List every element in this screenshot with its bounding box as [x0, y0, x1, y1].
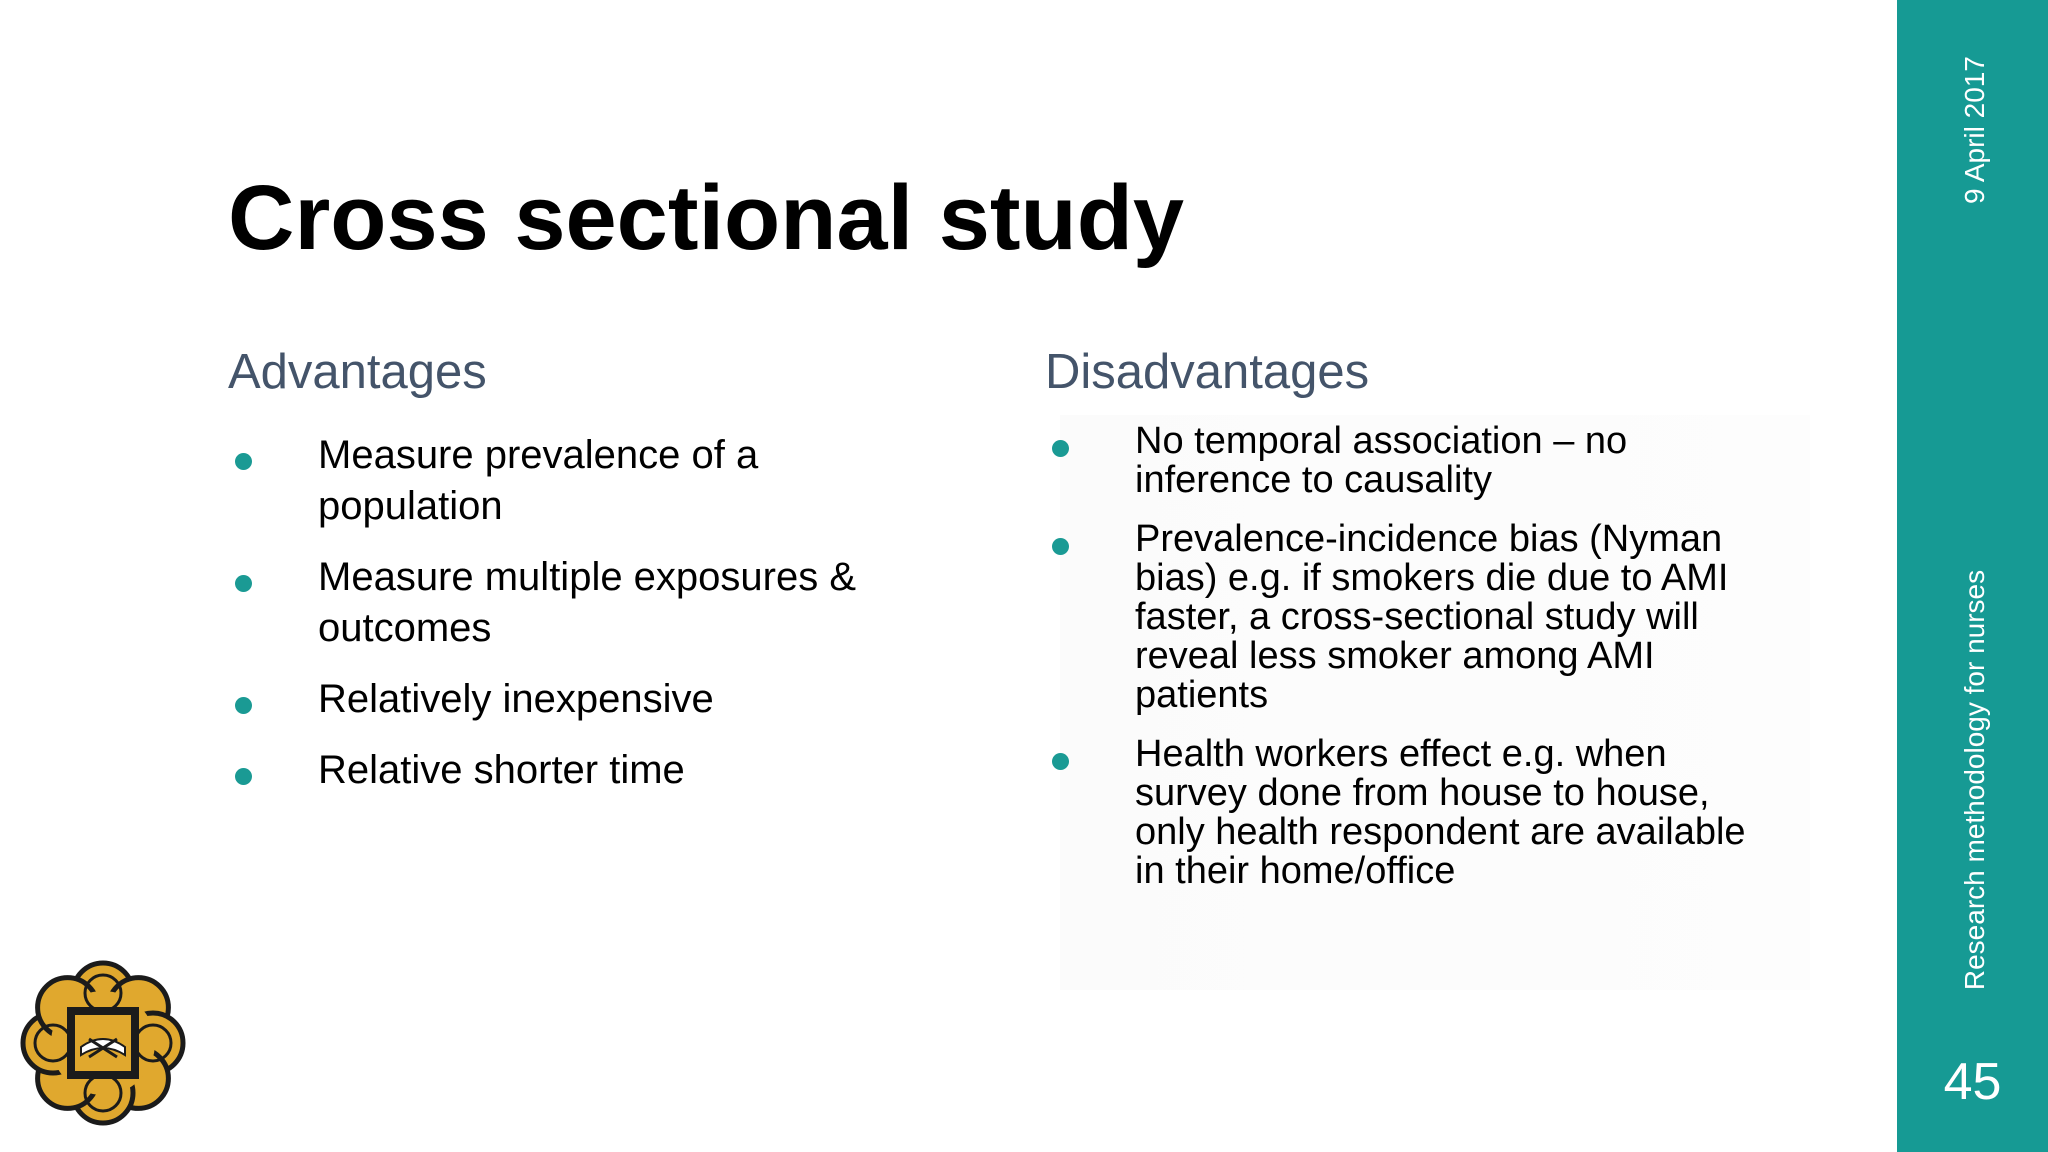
slide-title: Cross sectional study [228, 167, 1185, 269]
advantages-list [228, 430, 928, 816]
advantage-item [228, 745, 928, 796]
course-name: Research methodology for nurses [1959, 569, 1990, 991]
disadvantage-text: Health workers effect e.g. when survey done from house to house, only health respondent are available in their home/office [1135, 733, 1746, 892]
slide-date: 9 April 2017 [1959, 56, 1990, 204]
advantage-item [228, 430, 928, 532]
advantage-item [228, 552, 928, 654]
disadvantages-heading: Disadvantages [1045, 345, 1370, 399]
bullet-dot-icon [1052, 753, 1069, 770]
disadvantages-list [1045, 422, 1785, 911]
bullet-dot-icon [1052, 538, 1069, 555]
advantage-text: Measure multiple exposures & outcomes [318, 555, 857, 650]
bullet-dot-icon [235, 697, 252, 714]
slide-number: 45 [1943, 1053, 2002, 1111]
university-crest-icon [18, 958, 188, 1128]
advantage-text: Relative shorter time [318, 748, 685, 792]
disadvantage-item [1045, 520, 1785, 715]
advantage-text: Measure prevalence of a population [318, 433, 759, 528]
advantage-text: Relatively inexpensive [318, 677, 714, 721]
bullet-dot-icon [235, 768, 252, 785]
advantages-heading: Advantages [228, 345, 487, 399]
disadvantage-text: No temporal association – no inference to causality [1135, 420, 1628, 501]
bullet-dot-icon [235, 453, 252, 470]
disadvantage-text: Prevalence-incidence bias (Nyman bias) e.g. if smokers die due to AMI faster, a cross-sectional study will reveal less smoker among AMI patients [1135, 518, 1729, 716]
disadvantage-item [1045, 735, 1785, 891]
disadvantage-item [1045, 422, 1785, 500]
bullet-dot-icon [235, 575, 252, 592]
bullet-dot-icon [1052, 440, 1069, 457]
advantage-item [228, 674, 928, 725]
